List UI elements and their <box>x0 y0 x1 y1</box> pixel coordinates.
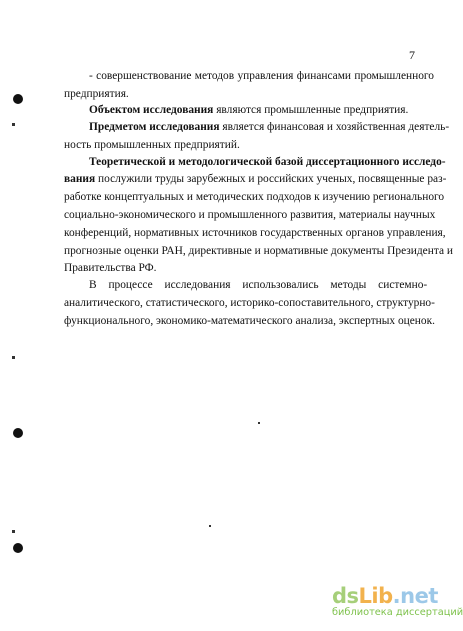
term-subject: Предметом исследования <box>89 121 220 133</box>
text-line: социально-экономического и промышленного развития, материалы научных <box>64 209 436 221</box>
text-span: является финансовая и хозяйственная деятель- <box>219 121 450 133</box>
page-number: 7 <box>409 48 415 62</box>
text-line: предприятия. <box>64 88 129 100</box>
watermark-net: .net <box>392 584 438 608</box>
text-line: работке концептуальных и методических подходов к изучению регионального <box>64 191 445 203</box>
scan-speck <box>12 530 15 533</box>
scan-speck <box>12 123 15 126</box>
text-line <box>89 156 446 169</box>
binder-hole <box>13 94 23 104</box>
term-base: Теоретической и методологической базой диссертационного исследо- <box>89 156 446 168</box>
watermark-subtitle: библиотека диссертаций <box>332 607 463 618</box>
scan-speck <box>12 356 15 359</box>
text-line: аналитического, статистического, историко-сопоставительного, структурно- <box>64 297 435 309</box>
term-object: Объектом исследования <box>89 104 214 116</box>
watermark-ds: ds <box>332 584 359 608</box>
scan-speck <box>258 422 260 424</box>
text-line: - совершенствование методов управления финансами промышленного <box>89 70 434 82</box>
watermark-lib: Lib <box>358 584 393 608</box>
text-span: являются промышленные предприятия. <box>213 104 409 116</box>
text-line <box>89 104 408 117</box>
watermark-logo <box>332 585 442 607</box>
text-line <box>89 121 450 134</box>
text-line: ность промышленных предприятий. <box>64 139 240 151</box>
dslib-watermark <box>332 584 463 619</box>
text-line: Правительства РФ. <box>64 262 157 274</box>
text-line: функционального, экономико-математического анализа, экспертных оценок. <box>64 315 435 327</box>
term-base-cont: вания <box>64 173 96 185</box>
binder-hole <box>13 428 23 438</box>
text-line <box>64 173 447 186</box>
binder-hole <box>13 543 23 553</box>
text-line: В процессе исследования использовались методы системно- <box>89 279 428 291</box>
text-line: конференций, нормативных источников государственных органов управления, <box>64 227 446 239</box>
text-span: послужили труды зарубежных и российских ученых, посвященные раз- <box>95 173 447 185</box>
text-line: прогнозные оценки РАН, директивные и нормативные документы Президента и <box>64 245 453 257</box>
scan-speck <box>209 525 211 527</box>
